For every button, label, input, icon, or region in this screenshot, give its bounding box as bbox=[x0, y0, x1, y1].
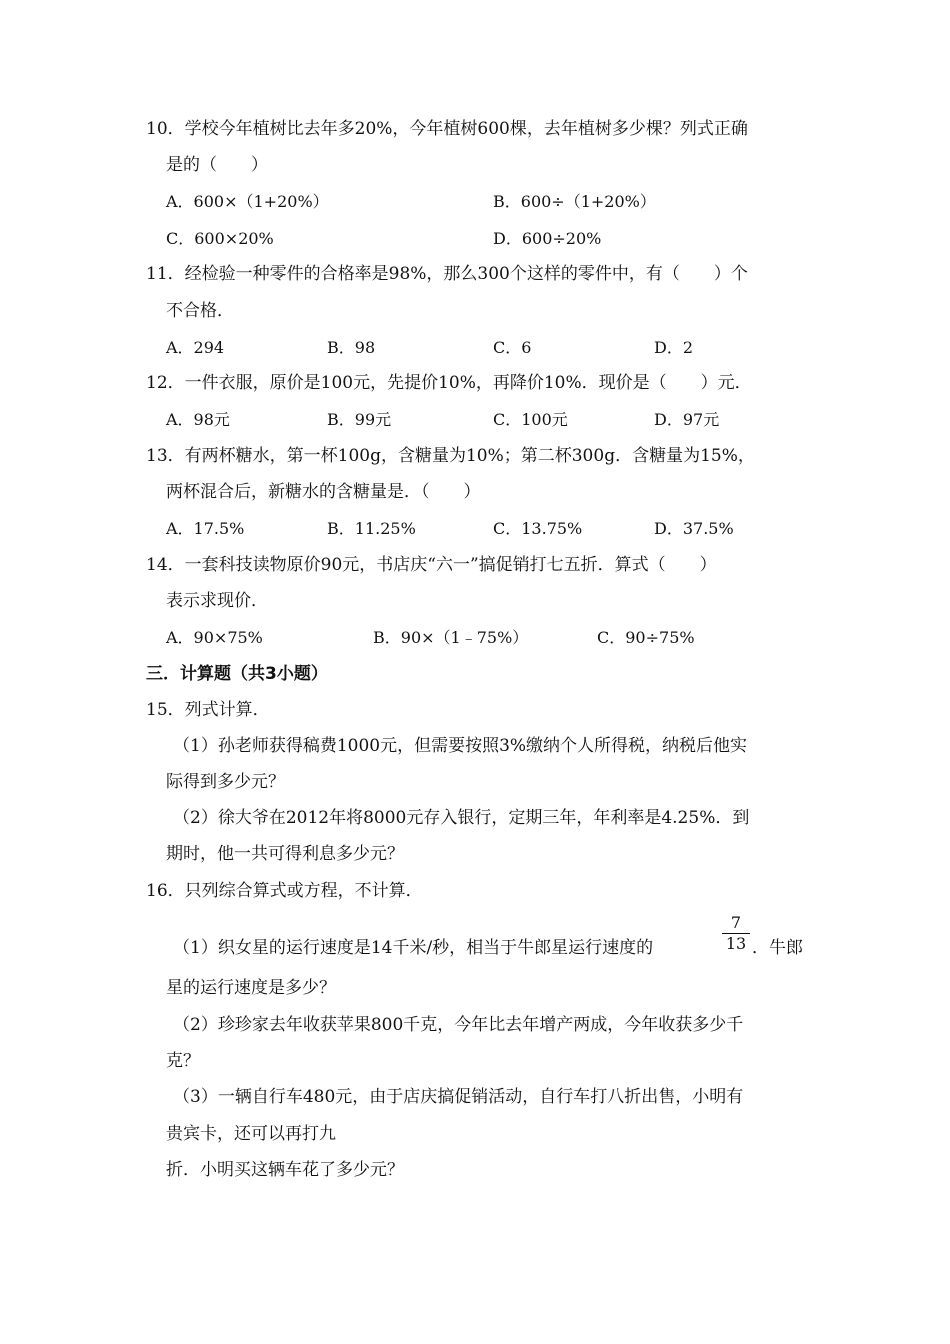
q12-option-d: D．97元 bbox=[654, 410, 720, 429]
q11-stem-line2: 不合格． bbox=[166, 301, 234, 321]
q10-stem-line2: 是的（ ） bbox=[166, 155, 268, 175]
q15-part1-line1: （1）孙老师获得稿费1000元，但需要按照3%缴纳个人所得税，纳税后他实 bbox=[173, 736, 748, 756]
q14-stem-line1: 14．一套科技读物原价90元，书店庆“六一”搞促销打七五折．算式（ ） bbox=[146, 555, 717, 575]
q11-option-d: D．2 bbox=[654, 338, 694, 357]
q13-option-a: A．17.5% bbox=[166, 519, 245, 538]
q10-option-d: D．600÷20% bbox=[493, 229, 602, 248]
q16-part1-line2: 星的运行速度是多少？ bbox=[166, 978, 336, 998]
q16-part3-line2: 贵宾卡，还可以再打九 bbox=[166, 1124, 336, 1144]
q13-option-b: B．11.25% bbox=[327, 519, 416, 538]
q14-option-b: B．90×（1﹣75%） bbox=[373, 628, 529, 647]
q16-part3-line3: 折．小明买这辆车花了多少元？ bbox=[166, 1160, 404, 1180]
q11-option-a: A．294 bbox=[166, 338, 225, 357]
q13-stem-line2: 两杯混合后，新糖水的含糖量是．（ ） bbox=[166, 482, 481, 502]
q16-fraction-numerator: 7 bbox=[730, 913, 742, 932]
q14-stem-line2: 表示求现价． bbox=[166, 591, 268, 611]
q11-stem-line1: 11．经检验一种零件的合格率是98%，那么300个这样的零件中，有（ ）个 bbox=[146, 264, 748, 284]
q11-option-b: B．98 bbox=[327, 338, 376, 357]
q10-option-c: C．600×20% bbox=[166, 229, 274, 248]
q15-part2-line2: 期时，他一共可得利息多少元？ bbox=[166, 844, 404, 864]
q15-title: 15．列式计算． bbox=[146, 700, 270, 720]
q13-option-d: D．37.5% bbox=[654, 519, 734, 538]
q16-part2-line1: （2）珍珍家去年收获苹果800千克，今年比去年增产两成，今年收获多少千 bbox=[173, 1015, 744, 1035]
q12-option-c: C．100元 bbox=[493, 410, 568, 429]
q10-option-b: B．600÷（1+20%） bbox=[493, 192, 656, 211]
q16-fraction bbox=[722, 914, 750, 953]
q12-stem-line1: 12．一件衣服，原价是100元，先提价10%，再降价10%．现价是（ ）元． bbox=[146, 373, 752, 393]
q13-stem-line1: 13．有两杯糖水，第一杯100g，含糖量为10%；第二杯300g．含糖量为15%， bbox=[146, 446, 755, 466]
q11-option-c: C．6 bbox=[493, 338, 532, 357]
q16-title: 16．只列综合算式或方程，不计算． bbox=[146, 881, 423, 901]
q16-part1-line1-tail: ．牛郎 bbox=[752, 938, 803, 958]
q16-part2-line2: 克？ bbox=[166, 1051, 200, 1071]
q16-fraction-denominator: 13 bbox=[725, 934, 747, 953]
q16-part1-line1: （1）织女星的运行速度是14千米/秒，相当于牛郎星运行速度的 bbox=[173, 938, 654, 958]
q10-stem-line1: 10．学校今年植树比去年多20%，今年植树600棵，去年植树多少棵？列式正确 bbox=[146, 119, 748, 139]
q14-option-c: C．90÷75% bbox=[597, 628, 695, 647]
q15-part2-line1: （2）徐大爷在2012年将8000元存入银行，定期三年，年利率是4.25%．到 bbox=[173, 808, 750, 828]
q10-option-a: A．600×（1+20%） bbox=[166, 192, 329, 211]
q16-part3-line1: （3）一辆自行车480元，由于店庆搞促销活动，自行车打八折出售，小明有 bbox=[173, 1087, 744, 1107]
q13-option-c: C．13.75% bbox=[493, 519, 583, 538]
section-3-heading: 三．计算题（共3小题） bbox=[146, 664, 328, 684]
q12-option-a: A．98元 bbox=[166, 410, 230, 429]
q15-part1-line2: 际得到多少元？ bbox=[166, 772, 285, 792]
q14-option-a: A．90×75% bbox=[166, 628, 263, 647]
q12-option-b: B．99元 bbox=[327, 410, 392, 429]
